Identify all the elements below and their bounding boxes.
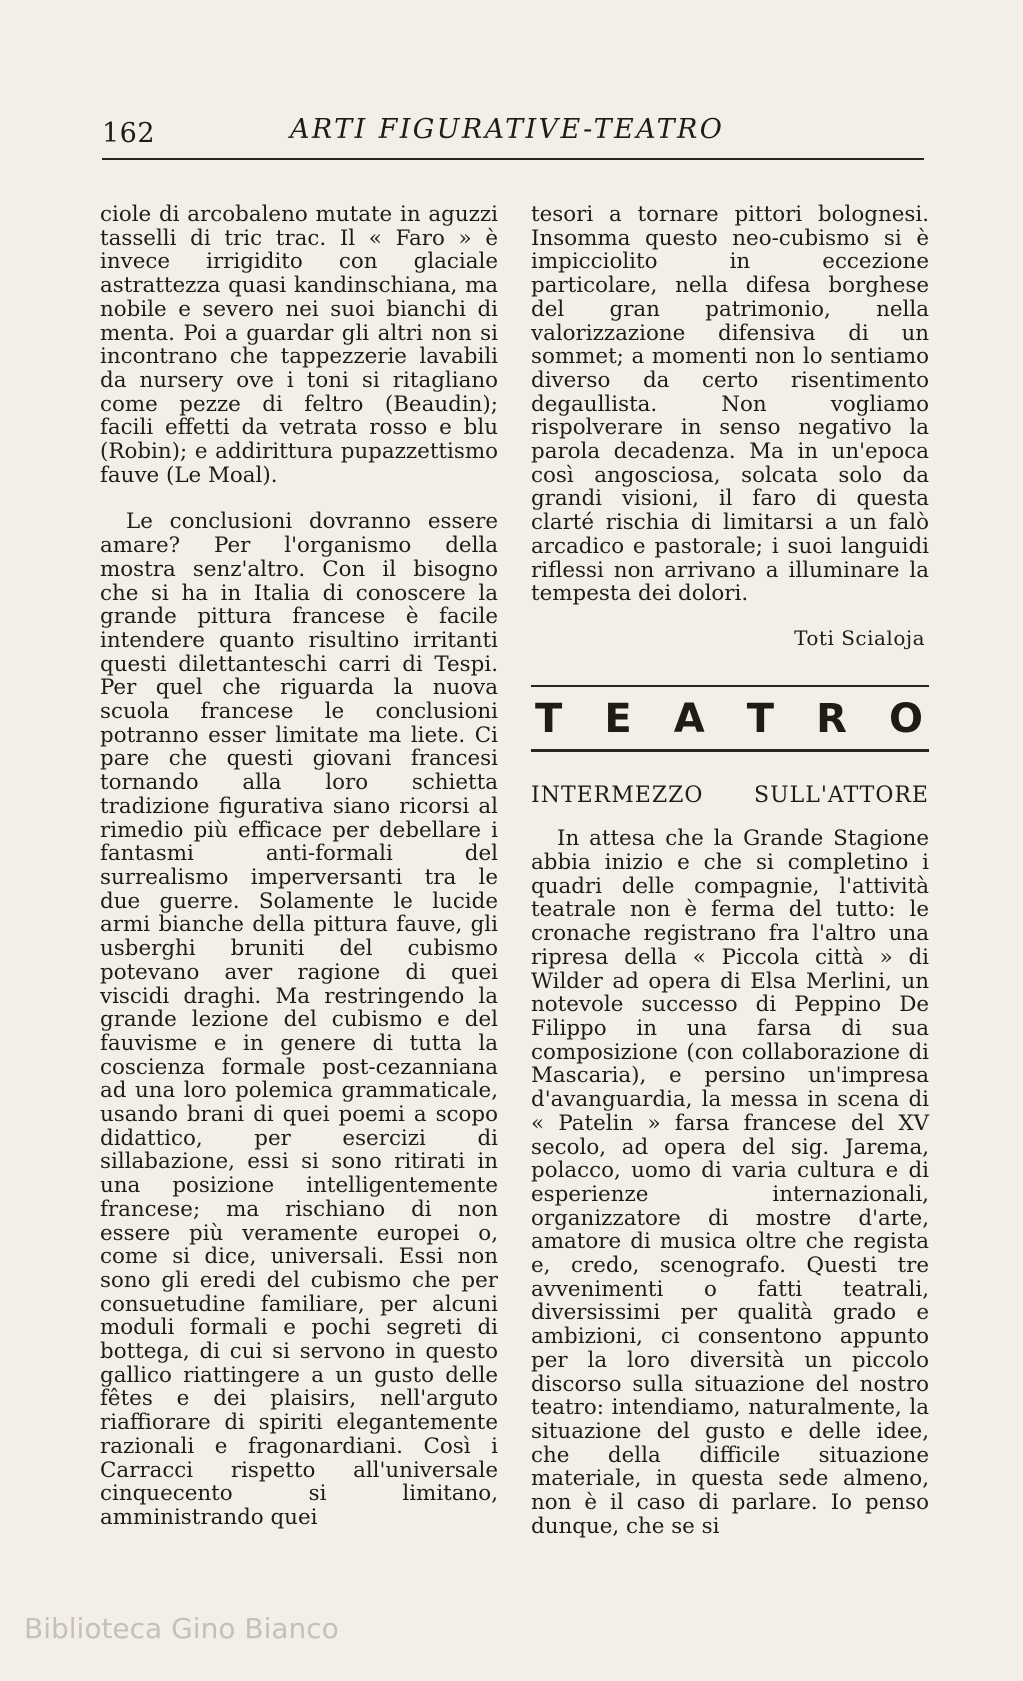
page-header <box>102 112 924 152</box>
section-rule-bottom <box>531 749 929 752</box>
library-watermark: Biblioteca Gino Bianco <box>24 1612 339 1645</box>
right-paragraph-2: In attesa che la Grande Stagione abbia inizio e che si completino i quadri delle compagnie, l'attività teatrale non è ferma del tutto: le cronache registrano fra l'altro una ripresa della « Piccola città » di Wilder ad opera di Elsa Merlini, un notevole successo di Peppino De Filippo in una farsa di sua composizione (con collaborazione di Mascaria), e persino un'impresa d'avanguardia, la messa in scena di « Patelin » farsa francese del XV secolo, ad opera del sig. Jarema, polacco, uomo di varia cultura e di esperienze internazionali, organizzatore di mostre d'arte, amatore di musica oltre che regista e, credo, scenografo. Questi tre avvenimenti o fatti teatrali, diversissimi per qualità grado e ambizioni, ci consentono appunto per la loro diversità un piccolo discorso sulla situazione del nostro teatro: intendiamo, naturalmente, la situazione del gusto e delle idee, che della difficile situazione materiale, in questa sede almeno, non è il caso di parlare. Io penso dunque, che se si <box>531 826 929 1539</box>
section-heading-block <box>531 685 929 752</box>
right-column <box>531 203 929 1538</box>
author-signature: Toti Scialoja <box>794 625 925 650</box>
running-title: ARTI FIGURATIVE-TEATRO <box>290 114 725 145</box>
heading-letter: O <box>888 695 923 742</box>
left-paragraph-2: Le conclusioni dovranno essere amare? Per l'organismo della mostra senz'altro. Con il bisogno che si ha in Italia di conoscere la grande pittura francese è facile intendere quanto risultino irritanti questi dilettanteschi carri di Tespi. Per quel che riguarda la nuova scuola francese le conclusioni potranno esser limitate ma liete. Ci pare che questi giovani francesi tornando alla loro schietta tradizione figurativa siano ricorsi al rimedio più efficace per debellare i fantasmi anti-formali del surrealismo imperversanti tra le due guerre. Solamente le lucide armi bianche della pittura fauve, gli usberghi bruniti del cubismo potevano aver ragione di quei viscidi draghi. Ma restringendo la grande lezione del cubismo e del fauvisme e in genere di tutta la coscienza formale post-cezanniana ad una loro polemica grammaticale, usando brani di quei poemi a scopo didattico, per esercizi di sillabazione, essi si sono ritirati in una posizione intelligentemente francese; ma rischiano di non essere più veramente europei o, come si dice, universali. Essi non sono gli eredi del cubismo che per consuetudine familiare, per alcuni moduli formali e pochi segreti di bottega, di cui si servono in questo gallico riattingere a un gusto delle fêtes e dei plaisirs, nell'arguto riaffiorare di spiriti elegantemente razionali e fragonardiani. Così i Carracci rispetto all'universale cinquecento si limitano, amministrando quei <box>100 509 498 1530</box>
heading-letter: T <box>535 695 563 742</box>
page-number: 162 <box>102 118 156 149</box>
heading-letter: R <box>816 695 847 742</box>
right-paragraph-1: tesori a tornare pittori bolognesi. Insomma questo neo-cubismo si è impicciolito in eccezione particolare, nella difesa borghese del gran patrimonio, nella valorizzazione difensiva di un sommet; a momenti non lo sentiamo diverso da certo risentimento degaullista. Non vogliamo rispolverare in senso negativo la parola decadenza. Ma in un'epoca così angosciosa, solcata solo da grandi visioni, il faro di questa clarté rischia di limitarsi a un falò arcadico e pastorale; i suoi languidi riflessi non arrivano a illuminare la tempesta dei dolori. <box>531 202 929 607</box>
subheading-right: SULL'ATTORE <box>754 782 929 808</box>
subheading-left: INTERMEZZO <box>531 782 704 808</box>
header-rule <box>102 158 924 160</box>
article-subheading <box>531 784 929 808</box>
heading-letter: T <box>746 695 775 742</box>
section-heading <box>531 687 929 749</box>
heading-letter: A <box>673 695 705 742</box>
left-paragraph-1: ciole di arcobaleno mutate in aguzzi tasselli di tric trac. Il « Faro » è invece irrigidito con glaciale astrattezza quasi kandinschiana, ma nobile e severo nei suoi bianchi di menta. Poi a guardar gli altri non si incontrano che tappezzerie lavabili da nursery ove i toni si ritagliano come pezze di feltro (Beaudin); facili effetti da vetrata rosso e blu (Robin); e addirittura pupazzettismo fauve (Le Moal). <box>100 202 498 488</box>
heading-letter: E <box>604 695 632 742</box>
left-column <box>100 203 498 1530</box>
